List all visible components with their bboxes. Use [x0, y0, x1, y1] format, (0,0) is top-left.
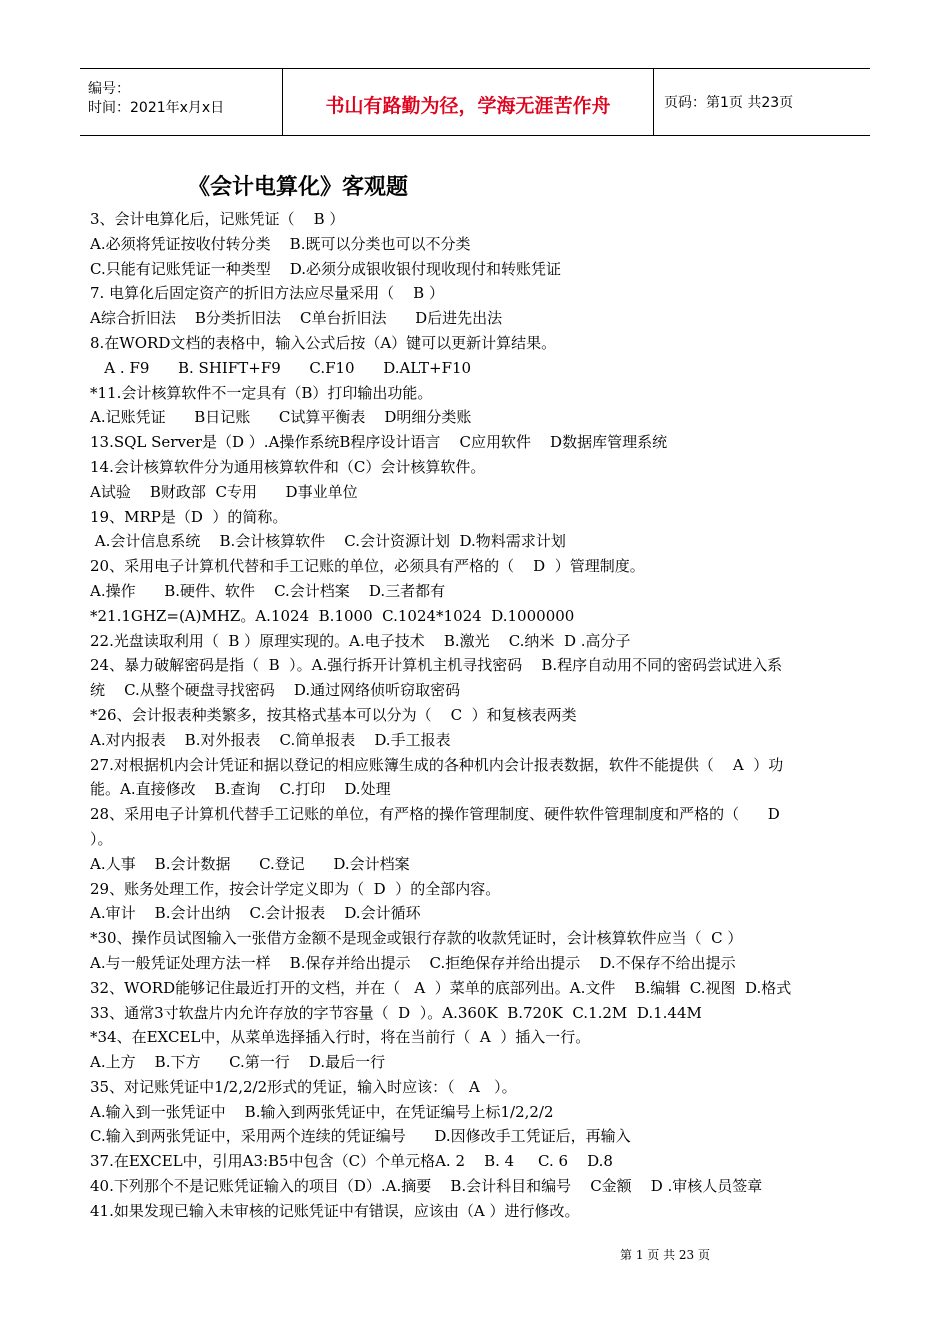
- header-page-info: 页码：第1页 共23页: [664, 95, 794, 111]
- question-line: 能。A.直接修改 B.查询 C.打印 D.处理: [90, 780, 391, 799]
- question-line: 37.在EXCEL中，引用A3:B5中包含（C）个单元格A. 2 B. 4 C. 6 D.8: [90, 1152, 613, 1171]
- question-line: 统 C.从整个硬盘寻找密码 D.通过网络侦听窃取密码: [90, 681, 461, 700]
- question-line: *11.会计核算软件不一定具有（B）打印输出功能。: [90, 383, 433, 402]
- document-title: 《会计电算化》客观题: [188, 175, 409, 200]
- question-line: A.输入到一张凭证中 B.输入到两张凭证中，在凭证编号上标1/2,2/2: [90, 1102, 554, 1121]
- question-line: 28、采用电子计算机代替手工记账的单位，有严格的操作管理制度、硬件软件管理制度和严格的（ D: [90, 805, 780, 824]
- question-list: [90, 207, 865, 1224]
- question-line: 19、MRP是（D ）的简称。: [90, 507, 288, 526]
- page-footer: 第 1 页 共 23 页: [620, 1248, 710, 1262]
- question-line: A.会计信息系统 B.会计核算软件 C.会计资源计划 D.物料需求计划: [90, 532, 566, 551]
- question-line: A.与一般凭证处理方法一样 B.保存并给出提示 C.拒绝保存并给出提示 D.不保存不给出提示: [90, 953, 736, 972]
- question-line: A试验 B财政部 C专用 D事业单位: [90, 482, 358, 501]
- question-line: A.操作 B.硬件、软件 C.会计档案 D.三者都有: [90, 581, 446, 600]
- question-line: 29、账务处理工作，按会计学定义即为（ D ）的全部内容。: [90, 879, 501, 898]
- question-line: *34、在EXCEL中，从菜单选择插入行时，将在当前行（ A ）插入一行。: [90, 1028, 591, 1047]
- header-motto: 书山有路勤为径，学海无涯苦作舟: [282, 69, 654, 135]
- question-line: 32、WORD能够记住最近打开的文档，并在（ A ）菜单的底部列出。A.文件 B.编辑 C.视图 D.格式: [90, 978, 792, 997]
- question-line: 13.SQL Server是（D ）.A操作系统B程序设计语言 C应用软件 D数据库管理系统: [90, 433, 668, 452]
- question-line: 27.对根据机内会计凭证和据以登记的相应账簿生成的各种机内会计报表数据，软件不能提供（ A ）功: [90, 755, 784, 774]
- question-line: A.人事 B.会计数据 C.登记 D.会计档案: [90, 854, 410, 873]
- question-line: C.只能有记账凭证一种类型 D.必须分成银收银付现收现付和转账凭证: [90, 259, 562, 278]
- question-line: A.记账凭证 B日记账 C试算平衡表 D明细分类账: [90, 408, 472, 427]
- question-line: C.输入到两张凭证中，采用两个连续的凭证编号 D.因修改手工凭证后，再输入: [90, 1127, 631, 1146]
- question-line: *30、操作员试图输入一张借方金额不是现金或银行存款的收款凭证时，会计核算软件应当（ C ）: [90, 929, 743, 948]
- question-line: A综合折旧法 B分类折旧法 C单台折旧法 D后进先出法: [90, 309, 503, 328]
- header-meta: [80, 69, 282, 135]
- question-line: 40.下列那个不是记账凭证输入的项目（D）.A.摘要 B.会计科目和编号 C金额 D .审核人员签章: [90, 1177, 763, 1196]
- question-line: 35、对记账凭证中1/2,2/2形式的凭证，输入时应该：（ A ）。: [90, 1077, 517, 1096]
- question-line: A.对内报表 B.对外报表 C.简单报表 D.手工报表: [90, 730, 451, 749]
- question-line: 22.光盘读取利用（ B ）原理实现的。A.电子技术 B.激光 C.纳米 D .高分子: [90, 631, 631, 650]
- question-line: ）。: [90, 829, 113, 848]
- question-line: A.上方 B.下方 C.第一行 D.最后一行: [90, 1053, 386, 1072]
- question-line: 41.如果发现已输入未审核的记账凭证中有错误，应该由（A ）进行修改。: [90, 1201, 580, 1220]
- question-line: 8.在WORD文档的表格中，输入公式后按（A）键可以更新计算结果。: [90, 333, 557, 352]
- question-line: A . F9 B. SHIFT+F9 C.F10 D.ALT+F10: [90, 358, 472, 377]
- question-line: 14.会计核算软件分为通用核算软件和（C）会计核算软件。: [90, 457, 486, 476]
- question-line: 7. 电算化后固定资产的折旧方法应尽量采用（ B ）: [90, 284, 444, 303]
- question-line: 3、会计电算化后，记账凭证（ B ）: [90, 210, 345, 228]
- question-line: 20、采用电子计算机代替和手工记账的单位，必须具有严格的（ D ）管理制度。: [90, 557, 645, 576]
- question-line: 33、通常3寸软盘片内允许存放的字节容量（ D ）。A.360K B.720K C.1.2M D.1.44M: [90, 1003, 702, 1022]
- document-number-label: 编号：: [88, 81, 130, 97]
- question-line: 24、暴力破解密码是指（ B ）。A.强行拆开计算机主机寻找密码 B.程序自动用不同的密码尝试进入系: [90, 656, 783, 675]
- page-header: [80, 68, 870, 136]
- question-line: A.审计 B.会计出纳 C.会计报表 D.会计循环: [90, 904, 421, 923]
- question-line: *21.1GHZ=(A)MHZ。A.1024 B.1000 C.1024*1024 D.1000000: [90, 606, 575, 625]
- question-line: A.必须将凭证按收付转分类 B.既可以分类也可以不分类: [90, 234, 471, 253]
- document-date-label: 时间：2021年x月x日: [88, 100, 225, 116]
- question-line: *26、会计报表种类繁多，按其格式基本可以分为（ C ）和复核表两类: [90, 705, 577, 724]
